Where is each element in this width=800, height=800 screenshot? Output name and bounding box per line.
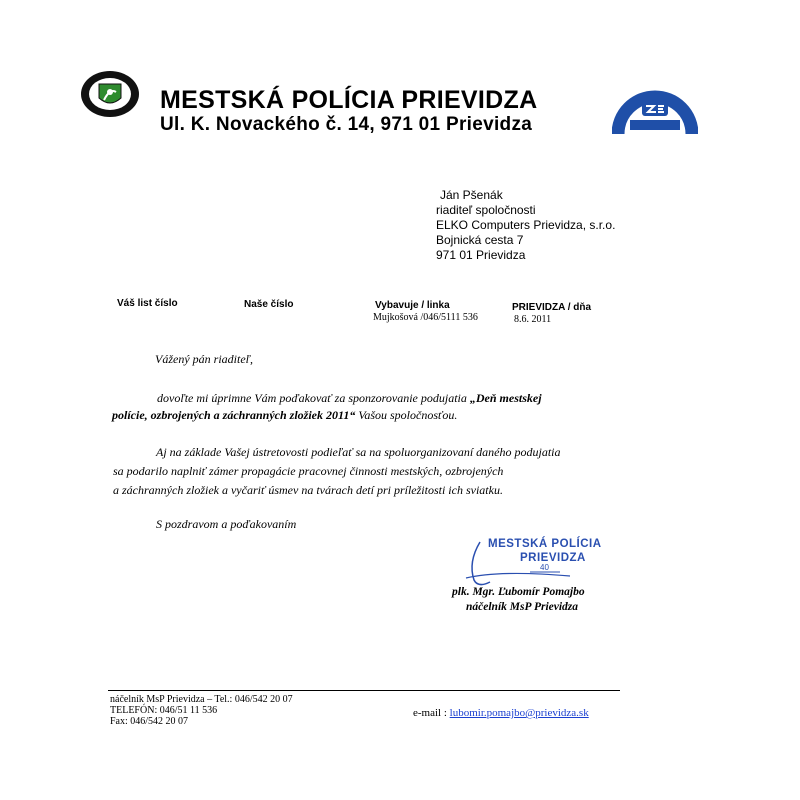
paragraph-2-line-2: sa podarilo naplniť zámer propagácie pracovnej činnosti mestských, ozbrojených [113, 464, 504, 478]
stamp-number: 40 [540, 563, 549, 572]
email-label: e-mail : [413, 707, 450, 719]
footer-line-3: Fax: 046/542 20 07 [110, 716, 189, 727]
paragraph-2-line-3: a záchranných zložiek a vyčariť úsmev na tvárach detí pri príležitosti ich sviatku. [113, 483, 503, 497]
organization-address: Ul. K. Novackého č. 14, 971 01 Prievidza [160, 114, 533, 135]
recipient-street: Bojnická cesta 7 [436, 233, 524, 247]
our-number-label: Naše číslo [244, 299, 294, 310]
event-name-part-2: polície, ozbrojených a záchranných zložiek 2011“ [112, 408, 356, 422]
organization-name: MESTSKÁ POLÍCIA PRIEVIDZA [160, 86, 538, 114]
paragraph-2-line-1: Aj na základe Vašej ústretovosti podieľať sa na spoluorganizovaní daného podujatia [156, 445, 561, 459]
footer-email [413, 707, 589, 719]
your-letter-label: Váš list číslo [117, 298, 178, 309]
official-stamp [460, 532, 630, 592]
event-name-part-1: „Deň mestskej [469, 391, 542, 405]
city-police-logo [80, 70, 140, 118]
handled-by-label: Vybavuje / linka [375, 300, 450, 311]
date-value: 8.6. 2011 [514, 314, 552, 325]
iso-certification-logo [612, 82, 698, 136]
salutation: Vážený pán riaditeľ, [155, 352, 254, 366]
recipient-company: ELKO Computers Prievidza, s.r.o. [436, 218, 616, 232]
recipient-title: riaditeľ spoločnosti [436, 203, 536, 217]
footer-line-1: náčelník MsP Prievidza – Tel.: 046/542 20 07 [110, 694, 293, 705]
paragraph-1-line-1 [157, 391, 542, 406]
email-link[interactable]: lubomir.pomajbo@prievidza.sk [449, 707, 589, 719]
signer-name: plk. Mgr. Ľubomír Pomajbo [452, 586, 585, 598]
recipient-city: 971 01 Prievidza [436, 248, 526, 262]
closing: S pozdravom a poďakovaním [156, 517, 297, 531]
paragraph-1-ending: Vašou spoločnosťou. [355, 408, 458, 422]
place-date-label: PRIEVIDZA / dňa [512, 302, 592, 313]
paragraph-1-text: dovoľte mi úprimne Vám poďakovať za sponzorovanie podujatia [157, 391, 470, 405]
handled-by-value: Mujkošová /046/5111 536 [373, 312, 478, 323]
stamp-line-1: MESTSKÁ POLÍCIA [488, 538, 602, 550]
paragraph-1-line-2 [112, 408, 457, 423]
stamp-line-2: PRIEVIDZA [520, 552, 586, 564]
footer-divider [108, 690, 620, 691]
recipient-name: Ján Pšenák [440, 188, 503, 202]
signer-title: náčelník MsP Prievidza [466, 601, 579, 613]
footer-line-2: TELEFÓN: 046/51 11 536 [110, 705, 218, 716]
